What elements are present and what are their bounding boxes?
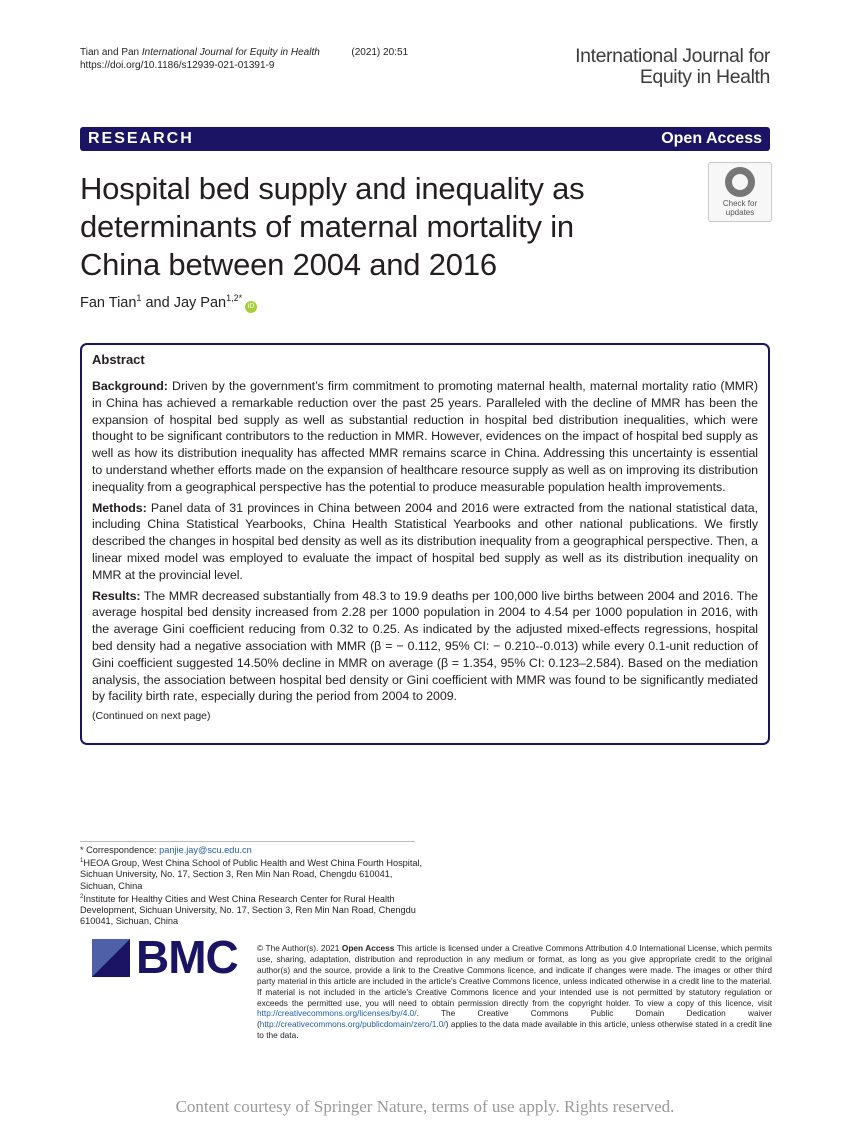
license-statement <box>257 943 772 1041</box>
journal-logo <box>575 46 770 88</box>
background-label: Background: <box>92 379 168 393</box>
header-volume: (2021) 20:51 <box>351 47 409 58</box>
check-updates-line1: Check for <box>722 199 758 208</box>
bmc-logo-icon <box>92 939 130 977</box>
license-text-3: ) applies to the data made available in this article, unless otherwise stated in a credit line to the data. <box>257 1019 772 1041</box>
article-title: Hospital bed supply and inequality as determinants of maternal mortality in China between 2004 and 2016 <box>80 171 585 282</box>
author-1[interactable]: Fan Tian <box>80 294 137 311</box>
crossmark-icon <box>725 167 755 197</box>
open-access-label: Open Access <box>661 130 762 147</box>
journal-logo-line2: Equity in Health <box>639 66 770 88</box>
section-banner <box>80 127 770 151</box>
correspondence-label: * Correspondence: <box>80 845 160 855</box>
correspondence-email[interactable]: panjie.jay@scu.edu.cn <box>159 845 252 855</box>
continued-note: (Continued on next page) <box>92 710 211 723</box>
header-authors: Tian and Pan <box>80 47 140 58</box>
author-list <box>80 293 257 313</box>
affiliation-1 <box>80 856 425 892</box>
methods-label: Methods: <box>92 500 147 515</box>
abstract-methods <box>92 500 758 584</box>
results-label: Results: <box>92 588 141 603</box>
license-text-1: This article is licensed under a Creative Commons Attribution 4.0 International License, which permits use, sharing, adaptation, distribution and reproduction in any medium or format, as long as you give appropriate credit to the original author(s) and the source, provide a link to the Creative Commons licence, and indicate if changes were made. The images or other third party material in this article are included in the article's Creative Commons licence, unless indicated otherwise in a credit line to the material. If material is not included in the article's Creative Commons licence and your intended use is not permitted by statutory regulation or exceeds the permitted use, you will need to obtain permission directly from the copyright holder. To view a copy of this licence, visit <box>257 943 773 1008</box>
footnote-divider <box>80 841 415 842</box>
section-label: RESEARCH <box>88 130 194 147</box>
affiliation-2-sup: 2 <box>80 893 84 900</box>
header-journal: International Journal for Equity in Health <box>141 47 320 58</box>
cc-by-link[interactable]: http://creativecommons.org/licenses/by/4.0/ <box>257 1008 417 1019</box>
abstract-background <box>92 378 758 496</box>
correspondence <box>80 845 425 856</box>
running-header <box>80 46 408 72</box>
bmc-logo-text: BMC <box>136 931 238 983</box>
copyright-text: © The Author(s). 2021 <box>257 943 342 953</box>
abstract-box <box>80 343 770 745</box>
background-text: Driven by the government’s firm commitment to promoting maternal health, maternal mortality ratio (MMR) in China has achieved a remarkable reduction over the past 25 years. Paralleled with the decline of MMR has been the expansion of hospital bed supply as well as substantial reduction in hospital bed distribution inequalities, which were thought to be significant contributors to the reduction in MMR. However, evidences on the impact of hospital bed supply as well as how its distribution inequality has affected MMR remains scarce in China. Addressing this uncertainty is essential to understand whether efforts made on the expansion of healthcare resource supply as well as on improving its distribution inequality from a geographical perspective has the potential to produce measurable population health improvements. <box>92 379 758 494</box>
abstract-results <box>92 588 758 706</box>
affiliation-2-text: Institute for Healthy Cities and West China Research Center for Rural Health Development, Sichuan University, No. 17, Section 3, Ren Min Nan Road, Chengdu 610041, Sichuan, China <box>80 893 416 927</box>
footnotes <box>80 845 425 928</box>
author-2[interactable]: Jay Pan <box>173 294 227 311</box>
affiliation-1-sup: 1 <box>80 858 84 865</box>
affiliation-2 <box>80 892 425 928</box>
courtesy-watermark: Content courtesy of Springer Nature, terms of use apply. Rights reserved. <box>175 1097 675 1116</box>
abstract-heading: Abstract <box>92 352 145 367</box>
orcid-icon[interactable]: iD <box>245 301 257 313</box>
cc-zero-link[interactable]: http://creativecommons.org/publicdomain/zero/1.0/ <box>259 1019 446 1030</box>
check-updates-line2: updates <box>725 208 755 217</box>
affiliation-1-text: HEOA Group, West China School of Public Health and West China Fourth Hospital, Sichuan University, No. 17, Section 3, Ren Min Nan Road, Chengdu 610041, Sichuan, China <box>80 858 423 891</box>
header-doi[interactable]: https://doi.org/10.1186/s12939-021-01391-9 <box>80 60 275 71</box>
author-separator: and <box>141 294 174 311</box>
results-text: The MMR decreased substantially from 48.3 to 19.9 deaths per 100,000 live births between 2004 and 2016. The average hospital bed density increased from 2.28 per 1000 population in 2004 to 4.54 per 1000 population in 2016, with the average Gini coefficient reducing from 0.32 to 0.25. As indicated by the adjusted mixed-effects regressions, hospital bed density had a negative association with MMR (β = − 0.112, 95% CI: − 0.210--0.013) while every 0.1-unit reduction of Gini coefficient suggested 14.50% decline in MMR on average (β = 1.354, 95% CI: 0.123–2.584). Based on the mediation analysis, the association between hospital bed density or Gini coefficient with MMR was found to be significantly mediated by facility birth rate, especially during the period from 2004 to 2009. <box>92 588 758 704</box>
journal-logo-line1: International Journal for <box>575 45 770 67</box>
author-2-affil: 1,2* <box>226 293 243 303</box>
check-for-updates-button[interactable] <box>708 162 772 222</box>
methods-text: Panel data of 31 provinces in China between 2004 and 2016 were extracted from the national statistical data, including China Statistical Yearbooks, China Health Statistical Yearbooks and other national publications. We firstly described the changes in hospital bed density as well as its distribution inequality from a geographical perspective. Then, a linear mixed model was employed to evaluate the impact of hospital bed supply as well as its distribution inequality on MMR at the provincial level. <box>92 500 758 582</box>
author-1-affil: 1 <box>136 293 142 303</box>
open-access-inline: Open Access <box>341 943 395 953</box>
license-text-2: . The Creative Commons Public Domain Dedication waiver ( <box>257 1008 772 1030</box>
